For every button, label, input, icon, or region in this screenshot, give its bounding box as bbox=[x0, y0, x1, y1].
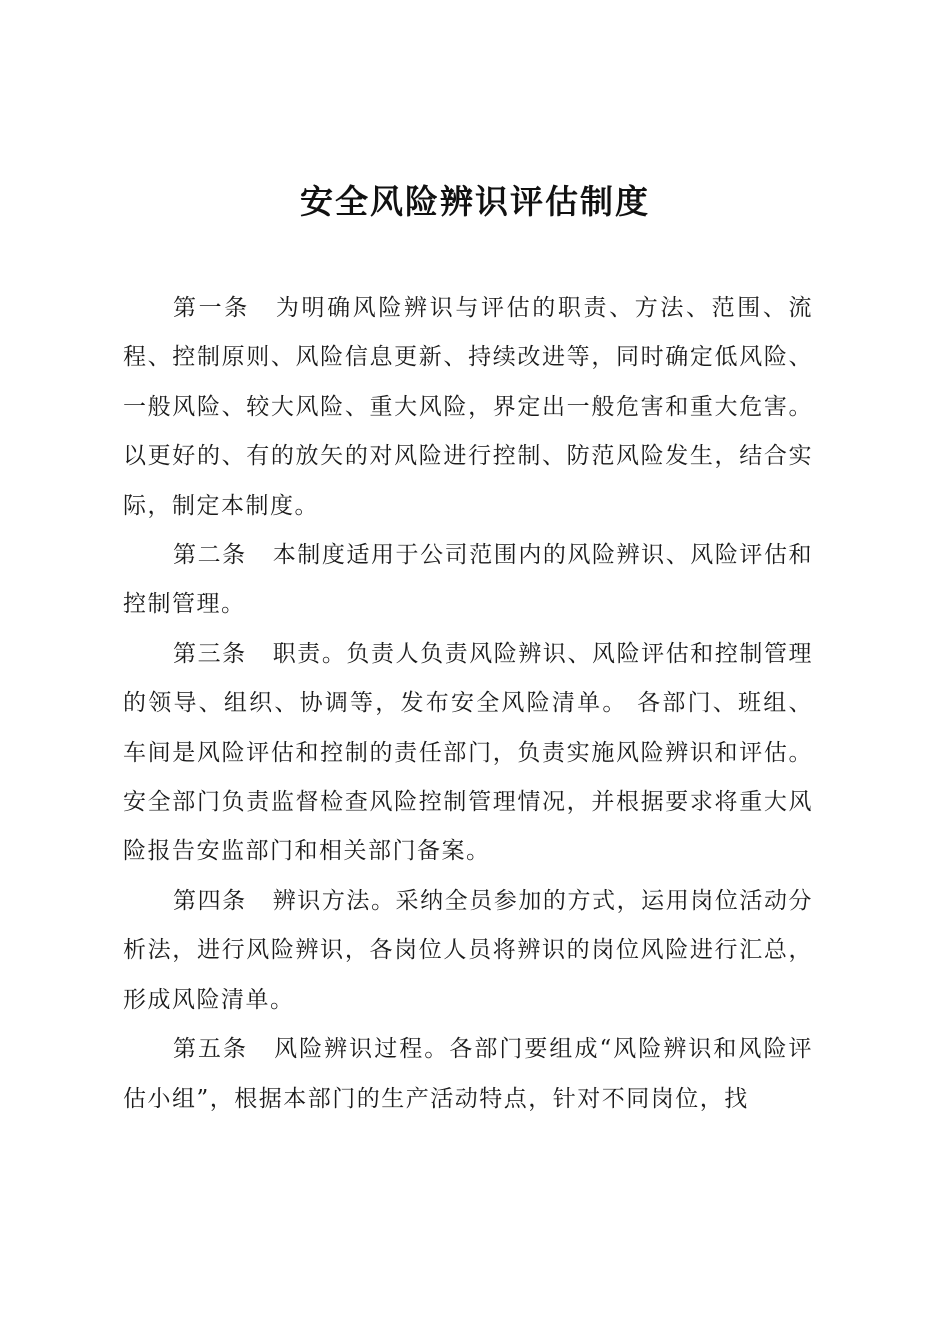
article-number: 第四条 bbox=[173, 887, 247, 914]
article-text: 风险辨识过程。各部门要组成“风险辨识和风险评估小组”，根据本部门的生产活动特点，针对不同岗位，找 bbox=[123, 1036, 813, 1112]
article-number: 第五条 bbox=[173, 1036, 249, 1063]
article-text: 职责。负责人负责风险辨识、风险评估和控制管理的领导、组织、协调等，发布安全风险清单。 各部门、班组、车间是风险评估和控制的责任部门，负责实施风险辨识和评估。安全部门负责监督检查风险控制管理情况，并根据要求将重大风险报告安监部门和相关部门备案。 bbox=[123, 640, 813, 865]
article-text: 为明确风险辨识与评估的职责、方法、范围、流程、控制原则、风险信息更新、持续改进等，同时确定低风险、一般风险、较大风险、重大风险，界定出一般危害和重大危害。以更好的、有的放矢的对风险进行控制、防范风险发生，结合实际，制定本制度。 bbox=[123, 295, 814, 519]
article-number: 第三条 bbox=[173, 640, 247, 667]
article-text: 辨识方法。采纳全员参加的方式，运用岗位活动分析法，进行风险辨识，各岗位人员将辨识的岗位风险进行汇总，形成风险清单。 bbox=[123, 887, 813, 1013]
document-body bbox=[123, 284, 813, 1124]
article-1 bbox=[123, 284, 813, 531]
article-text: 本制度适用于公司范围内的风险辨识、风险评估和控制管理。 bbox=[123, 542, 813, 618]
article-2 bbox=[123, 531, 813, 630]
article-3 bbox=[123, 630, 813, 877]
article-number: 第一条 bbox=[173, 295, 250, 321]
article-4 bbox=[123, 877, 813, 1025]
article-5 bbox=[123, 1025, 813, 1124]
article-number: 第二条 bbox=[173, 542, 247, 569]
document-title: 安全风险辨识评估制度 bbox=[300, 182, 650, 221]
